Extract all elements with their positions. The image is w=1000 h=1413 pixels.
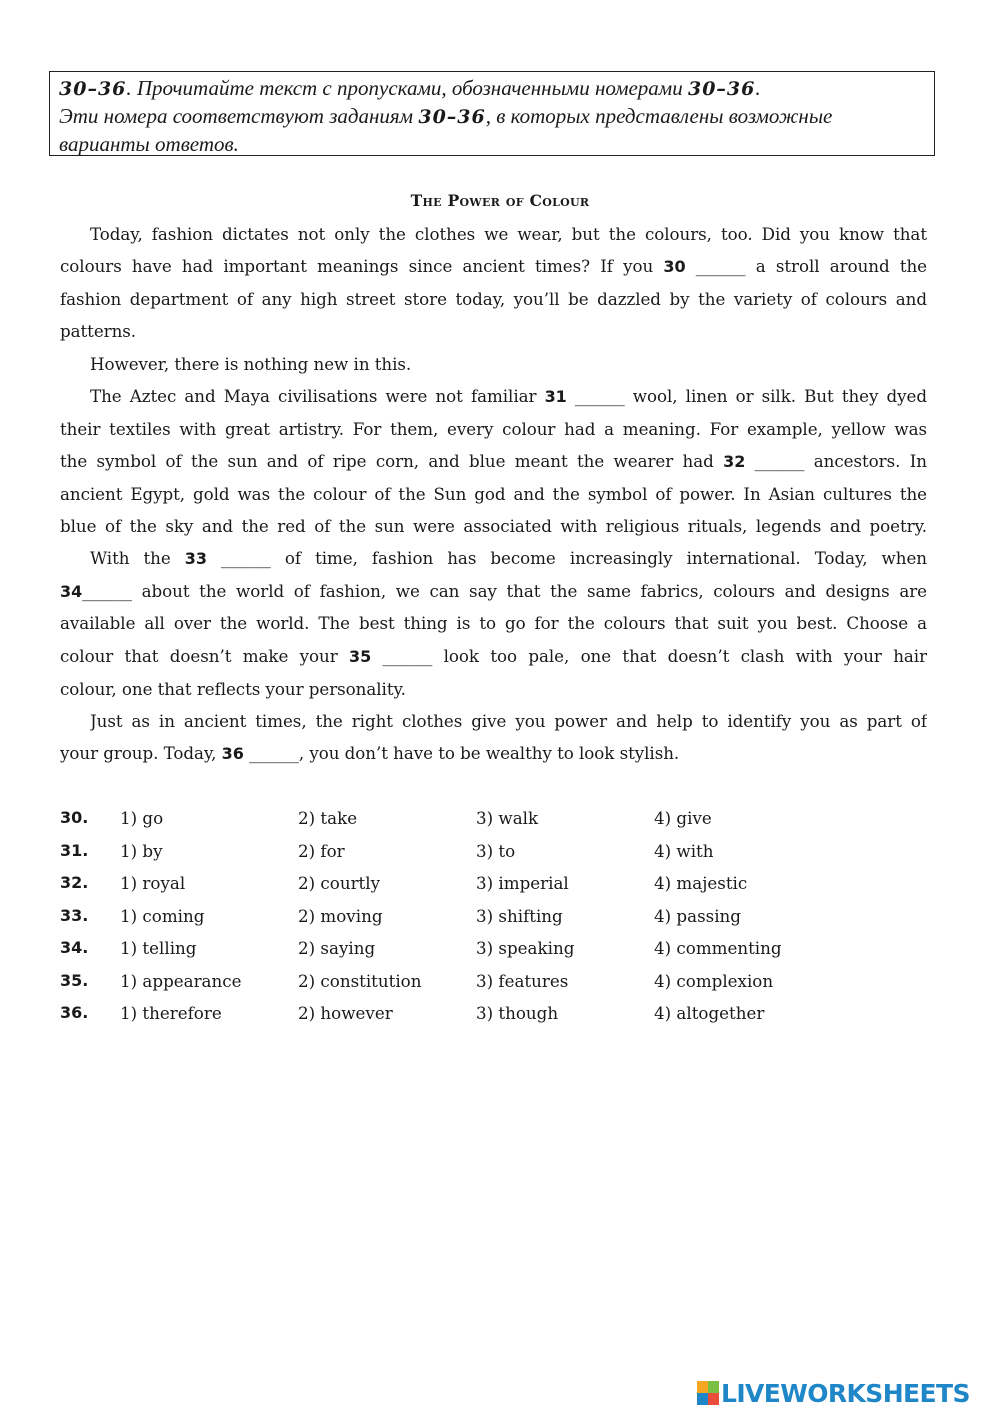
text-line: your group. Today, 36 ______, you don’t have to be wealthy to look stylish. [60,739,927,767]
text-title: The Power of Colour [410,191,590,210]
gap-number: 36 [221,744,244,763]
question-row [60,804,940,832]
gap-number: 32 [723,452,746,471]
option-1[interactable]: 1) by [120,841,163,861]
option-2[interactable]: 2) constitution [298,971,422,991]
gap-blank[interactable]: ______ [249,743,299,763]
text-line: patterns. [60,321,137,341]
text-line: The Aztec and Maya civilisations were not familiar 31 ______ wool, linen or silk. But they dyed [90,382,927,410]
text-line: colour that doesn’t make your 35 ______ look too pale, one that doesn’t clash with your hair [60,642,927,670]
option-1[interactable]: 1) coming [120,906,205,926]
text-line: ancient Egypt, gold was the colour of the Sun god and the symbol of power. In Asian cultures the [60,484,927,504]
text-line: However, there is nothing new in this. [90,354,412,374]
task-range: 30–36 [59,78,127,100]
gap-number: 31 [544,387,567,406]
text-line: the symbol of the sun and of ripe corn, and blue meant the wearer had 32 ______ ancestors. In [60,447,927,475]
option-3[interactable]: 3) shifting [476,906,563,926]
gap-blank[interactable]: ______ [221,548,271,568]
option-2[interactable]: 2) however [298,1003,393,1023]
option-3[interactable]: 3) walk [476,808,539,828]
option-3[interactable]: 3) imperial [476,873,569,893]
text-line: available all over the world. The best thing is to go for the colours that suit you best. Choose a [60,613,927,633]
text-line: Today, fashion dictates not only the clothes we wear, but the colours, too. Did you know that [90,224,927,244]
option-1[interactable]: 1) appearance [120,971,242,991]
logo-icon [697,1381,719,1405]
question-number: 36. [60,1003,89,1022]
instructions-box: 30–36. Прочитайте текст с пропусками, обозначенными номерами 30–36. Эти номера соответствуют заданиям 30–36, в которых представлены возможные варианты ответов. [49,71,935,156]
question-row [60,869,940,897]
option-4[interactable]: 4) give [654,808,712,828]
question-number: 35. [60,971,89,990]
option-1[interactable]: 1) therefore [120,1003,222,1023]
text-line: colour, one that reflects your personality. [60,679,406,699]
option-1[interactable]: 1) telling [120,938,197,958]
option-2[interactable]: 2) saying [298,938,376,958]
text-line: colours have had important meanings since ancient times? If you 30 ______ a stroll around the [60,252,927,280]
gap-number: 30 [663,257,686,276]
option-2[interactable]: 2) take [298,808,358,828]
option-1[interactable]: 1) go [120,808,164,828]
option-2[interactable]: 2) moving [298,906,383,926]
option-4[interactable]: 4) complexion [654,971,774,991]
gap-blank[interactable]: ______ [82,581,132,601]
text-line: With the 33 ______ of time, fashion has become increasingly international. Today, when [90,544,927,572]
option-3[interactable]: 3) features [476,971,569,991]
question-number: 33. [60,906,89,925]
question-row [60,902,940,930]
text-line: fashion department of any high street store today, you’ll be dazzled by the variety of colours and [60,289,927,309]
task-range: 30–36 [418,106,486,128]
text-line: blue of the sky and the red of the sun were associated with religious rituals, legends and poetry. [60,516,927,536]
option-4[interactable]: 4) altogether [654,1003,765,1023]
question-number: 32. [60,873,89,892]
question-row [60,934,940,962]
option-1[interactable]: 1) royal [120,873,186,893]
question-row [60,837,940,865]
text-line: their textiles with great artistry. For them, every colour had a meaning. For example, yellow was [60,419,927,439]
question-number: 31. [60,841,89,860]
option-3[interactable]: 3) though [476,1003,559,1023]
gap-blank[interactable]: ______ [695,256,746,276]
gap-blank[interactable]: ______ [574,386,625,406]
liveworksheets-logo [697,1377,993,1409]
option-3[interactable]: 3) to [476,841,516,861]
option-4[interactable]: 4) with [654,841,714,861]
option-2[interactable]: 2) for [298,841,345,861]
option-2[interactable]: 2) courtly [298,873,381,893]
question-row [60,967,940,995]
gap-blank[interactable]: ______ [754,451,805,471]
text-line: 34______ about the world of fashion, we can say that the same fabrics, colours and designs are [60,577,927,605]
logo-text: LIVEWORKSHEETS [721,1378,970,1408]
text-line: Just as in ancient times, the right clothes give you power and help to identify you as part of [90,711,927,731]
gap-blank[interactable]: ______ [382,646,433,666]
question-number: 34. [60,938,89,957]
option-4[interactable]: 4) commenting [654,938,782,958]
question-row [60,999,940,1027]
question-number: 30. [60,808,89,827]
gap-number: 33 [184,549,207,568]
option-3[interactable]: 3) speaking [476,938,575,958]
task-range: 30–36 [687,78,756,100]
gap-number: 35 [348,647,372,666]
option-4[interactable]: 4) majestic [654,873,748,893]
option-4[interactable]: 4) passing [654,906,741,926]
gap-number: 34 [60,582,83,601]
